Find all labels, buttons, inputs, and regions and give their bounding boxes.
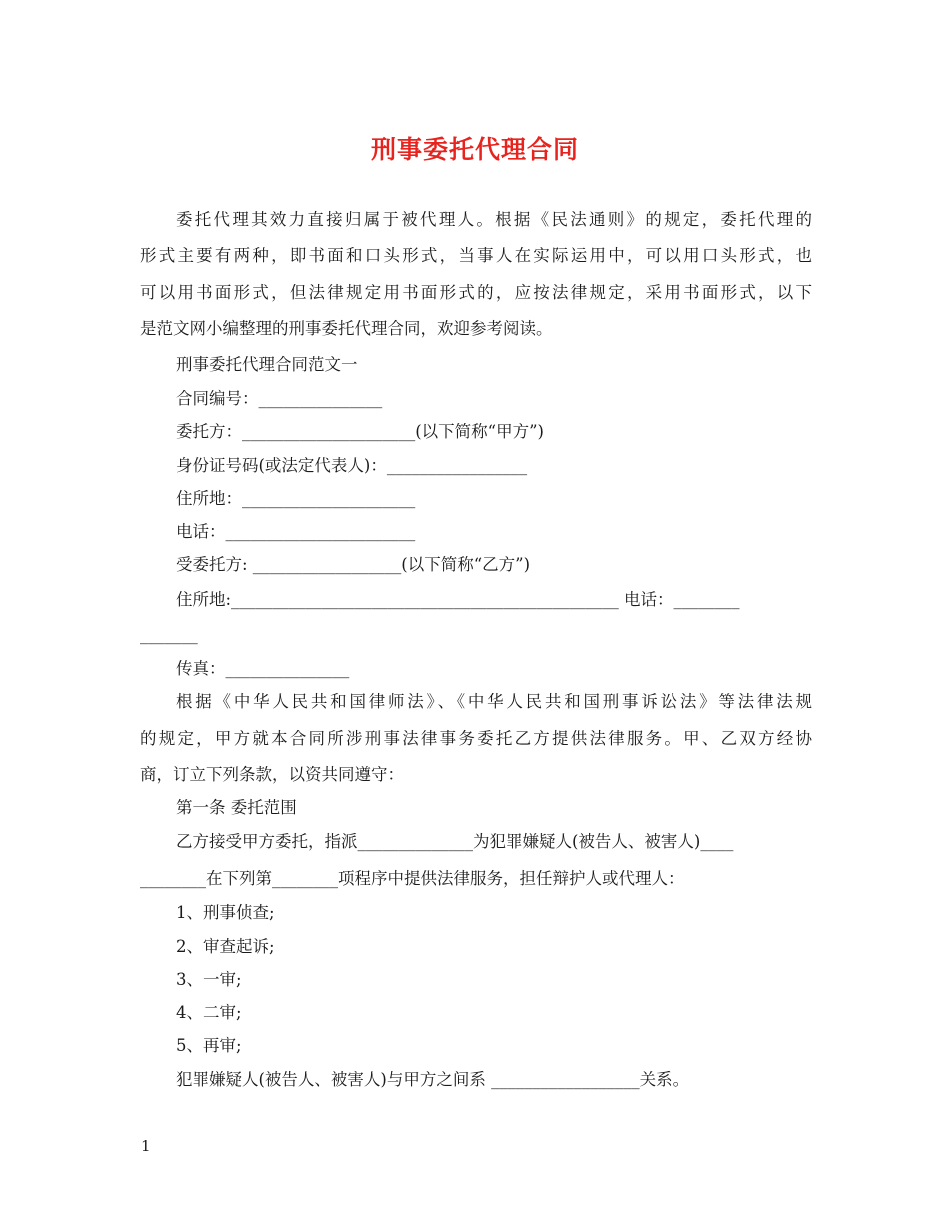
section-heading: 刑事委托代理合同范文一 — [176, 355, 358, 374]
paragraph-line: 委托代理其效力直接归属于被代理人。根据《民法通则》的规定，委托代理的 — [176, 210, 812, 229]
paragraph-line: 商，订立下列条款，以资共同遵守： — [140, 765, 404, 784]
relationship-field: 犯罪嫌疑人(被告人、被害人)与甲方之间系 __________________关系。 — [176, 1070, 690, 1089]
document-title: 刑事委托代理合同 — [370, 135, 579, 164]
address-field: 住所地：_____________________ — [176, 489, 416, 508]
agent-phone-continuation: _______ — [140, 625, 198, 644]
paragraph-line: 乙方接受甲方委托，指派______________为犯罪嫌疑人(被告人、被害人)____ — [176, 832, 734, 851]
article-heading: 第一条 委托范围 — [176, 798, 297, 817]
contract-number-field: 合同编号：_______________ — [176, 389, 383, 408]
paragraph-line: ________在下列第________项程序中提供法律服务，担任辩护人或代理人： — [140, 869, 685, 888]
list-item: 1、刑事侦查; — [176, 903, 275, 922]
id-number-field: 身份证号码(或法定代表人)：_________________ — [176, 456, 528, 475]
agent-field: 受委托方: __________________(以下简称“乙方”) — [176, 555, 531, 574]
paragraph-line: 可以用书面形式，但法律规定用书面形式的，应按法律规定，采用书面形式，以下 — [140, 283, 812, 302]
client-field: 委托方：_____________________(以下简称“甲方”) — [176, 422, 544, 441]
list-item: 5、再审; — [176, 1036, 242, 1055]
phone-field: 电话：_______________________ — [176, 522, 416, 541]
list-item: 4、二审; — [176, 1003, 242, 1022]
list-item: 2、审查起诉; — [176, 937, 275, 956]
paragraph-line: 是范文网小编整理的刑事委托代理合同，欢迎参考阅读。 — [140, 319, 553, 338]
fax-field: 传真：_______________ — [176, 659, 350, 678]
page-number: 1 — [141, 1137, 151, 1155]
paragraph-line: 的规定，甲方就本合同所涉刑事法律事务委托乙方提供法律服务。甲、乙双方经协 — [140, 729, 812, 748]
agent-address-phone-field: 住所地:_______________________________________________ 电话：________ — [176, 590, 740, 609]
paragraph-line: 形式主要有两种，即书面和口头形式，当事人在实际运用中，可以用口头形式，也 — [140, 246, 812, 265]
list-item: 3、一审; — [176, 970, 242, 989]
paragraph-line: 根据《中华人民共和国律师法》、《中华人民共和国刑事诉讼法》等法律法规 — [176, 692, 812, 711]
